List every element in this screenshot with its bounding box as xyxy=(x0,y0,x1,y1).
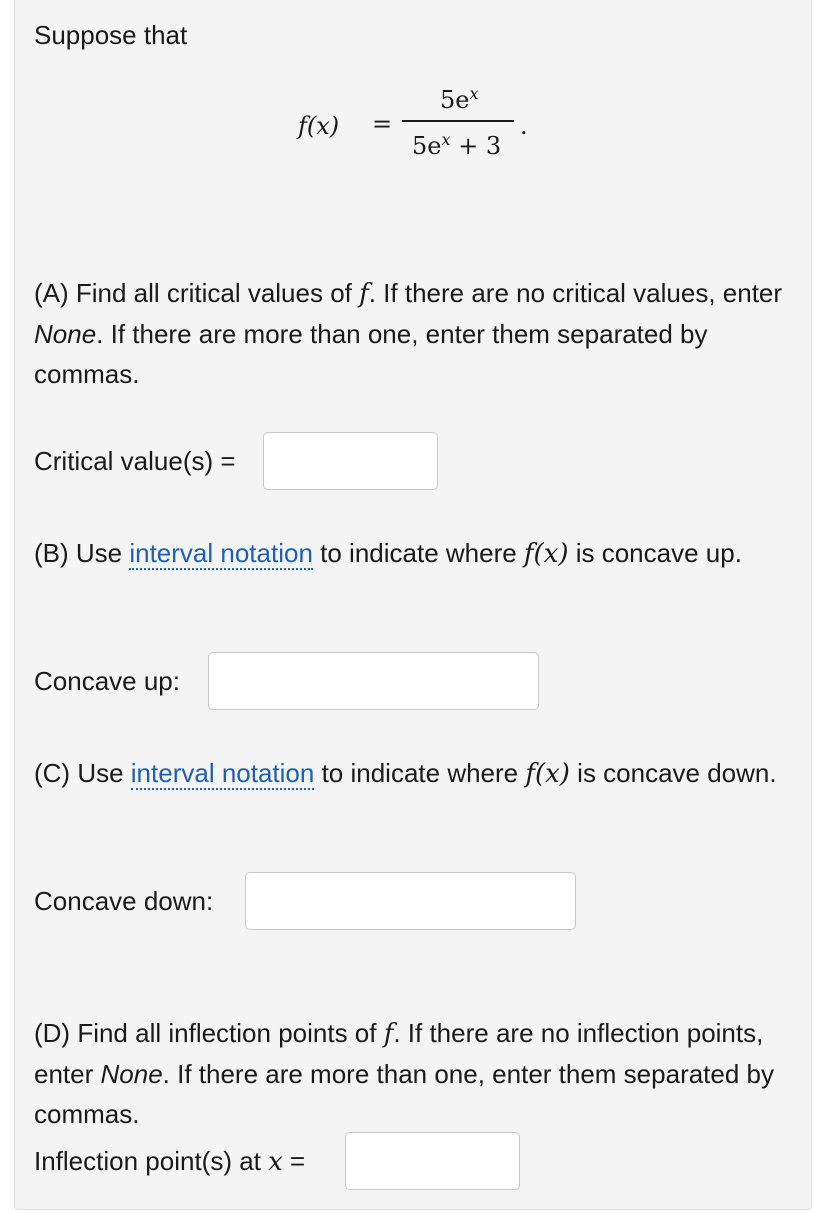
interval-notation-link-b[interactable]: interval notation xyxy=(129,538,313,568)
inflection-points-label: Inflection point(s) at x = xyxy=(34,1146,306,1177)
formula-equals: = xyxy=(372,110,393,138)
part-c-text: (C) Use interval notation to indicate where f(x) is concave down. xyxy=(34,758,777,789)
part-a-text: (A) Find all critical values of f. If there are no critical values, enter None. If there are more than one, enter them separated by commas. xyxy=(34,278,783,389)
critical-values-input[interactable] xyxy=(263,432,438,490)
fraction-bar xyxy=(402,120,514,122)
formula-period: . xyxy=(520,112,528,140)
formula-denominator: $5e^x + 3$ xyxy=(412,130,502,160)
concave-down-label: Concave down: xyxy=(34,886,214,916)
concave-up-label: Concave up: xyxy=(34,666,180,696)
formula-lhs: f(x) xyxy=(298,112,340,140)
inflection-points-input[interactable] xyxy=(345,1132,520,1190)
part-d-text: (D) Find all inflection points of f. If there are no inflection points, enter None. If there are more than one, enter them separated by commas. xyxy=(34,1018,775,1129)
concave-down-input[interactable] xyxy=(245,872,576,930)
critical-values-label: Critical value(s) = xyxy=(34,446,236,476)
part-b-text: (B) Use interval notation to indicate where f(x) is concave up. xyxy=(34,538,742,569)
intro-text: Suppose that xyxy=(34,20,188,50)
interval-notation-link-c[interactable]: interval notation xyxy=(130,758,315,788)
concave-up-input[interactable] xyxy=(208,652,539,710)
formula-numerator: $5e^x$ xyxy=(440,84,479,114)
